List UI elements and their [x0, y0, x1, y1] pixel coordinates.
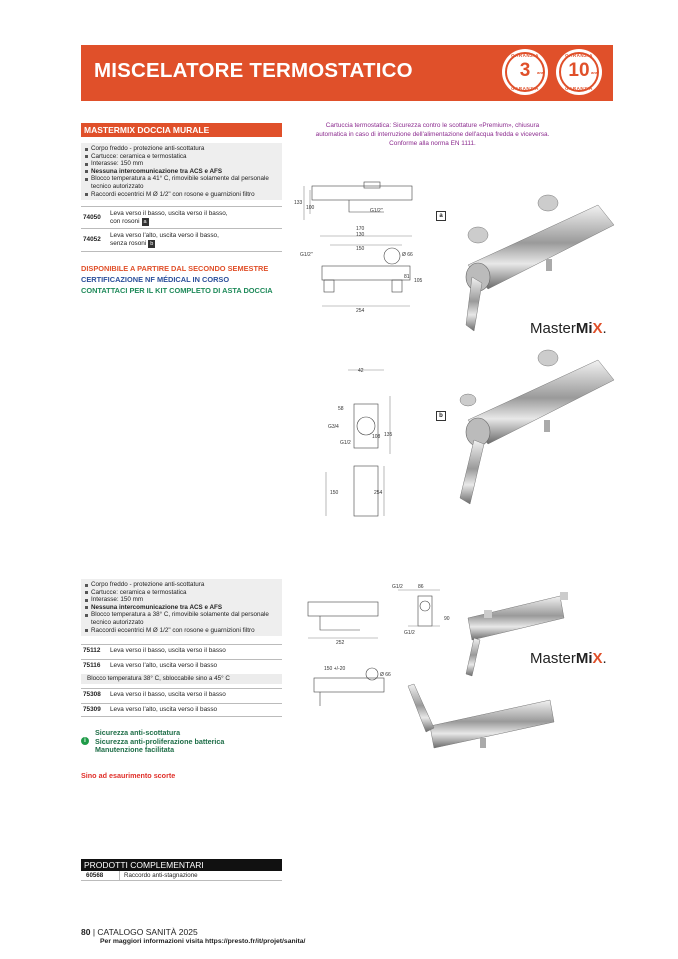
product-code: 60568 [81, 871, 120, 880]
product-row: 74050 Leva verso il basso, uscita verso il basso, con rosoni a [81, 206, 282, 229]
dim-label: Ø 66 [380, 672, 391, 678]
product-row: 75112 Leva verso il basso, uscita verso il basso [81, 644, 282, 657]
product-code: 75112 [83, 647, 101, 655]
thermostatic-note: Cartuccia termostatica: Sicurezza contro le scottature «Premium», chiusura automatica in caso di interruzione dell'alimentazione dell'acqua fredda e viceversa. Conforme alla norma EN 1111. [315, 122, 550, 147]
image-tag-a: a [436, 211, 446, 221]
product-row: 75308 Leva verso il basso, uscita verso il basso [81, 688, 282, 701]
dim-label: G3/4 [328, 424, 339, 430]
footer-link[interactable]: Per maggiori informazioni visita https://presto.fr/it/projet/sanita/ [100, 938, 306, 945]
product1-features [81, 143, 282, 200]
dim-label: 58 [338, 406, 344, 412]
footer-catalog: 80 | CATALOGO SANITÀ 2025 [81, 927, 198, 937]
product-code: 74050 [83, 214, 101, 222]
stock-note: Sino ad esaurimento scorte [81, 771, 176, 780]
dim-label: 150 [356, 246, 365, 252]
dim-label: 252 [336, 640, 345, 646]
feature-item: Interasse: 150 mm [85, 596, 278, 604]
dim-label: 86 [418, 584, 424, 590]
contact-note: CONTATTACI PER IL KIT COMPLETO DI ASTA DOCCIA [81, 286, 273, 295]
product-row: 75309 Leva verso l'alto, uscita verso il basso [81, 703, 282, 717]
dim-label: 254 [356, 308, 365, 314]
dim-label: 90 [444, 616, 450, 622]
product-image-75116 [400, 680, 560, 760]
dim-label: G1/2 [340, 440, 351, 446]
feature-item: Cartucce: ceramica e termostatica [85, 153, 278, 161]
dim-label: 81 [404, 274, 410, 280]
feature-item: Corpo freddo - protezione anti-scottatura [85, 581, 278, 589]
feature-item: Interasse: 150 mm [85, 160, 278, 168]
feature-item-cont: tecnico autorizzato [91, 618, 144, 626]
dim-label: Ø 66 [402, 252, 413, 258]
product-image-b [448, 340, 618, 510]
block-temperature-note: Blocco temperatura 38° C, sbloccabile sino a 45° C [81, 674, 282, 684]
dim-label: 150 +/-20 [324, 666, 346, 672]
feature-item: Raccordi eccentrici M Ø 1/2" con rosone e guarnizioni filtro [85, 191, 278, 199]
feature-item: Blocco temperatura a 41° C, rimovibile solamente dal personale [85, 175, 278, 183]
feature-item: Cartucce: ceramica e termostatica [85, 589, 278, 597]
certification-note: CERTIFICAZIONE NF MÉDICAL IN CORSO [81, 275, 230, 284]
dim-label: 170 [356, 226, 365, 232]
dim-label: 150 [330, 490, 339, 496]
dim-label: G1/2" [370, 208, 383, 214]
product-code: 74052 [83, 236, 101, 244]
dim-label: 130 [356, 232, 365, 238]
dim-label: 108 [372, 434, 381, 440]
feature-item: Nessuna intercomunicazione tra ACS e AFS [85, 604, 278, 612]
product-image-a [448, 185, 618, 335]
product-code: 75308 [83, 691, 101, 699]
mastermix-logo: MasterMiX. [530, 650, 607, 667]
image-tag-b: b [436, 411, 446, 421]
availability-note: DISPONIBILE A PARTIRE DAL SECONDO SEMESTRE [81, 264, 269, 273]
product-row: 74052 Leva verso l'alto, uscita verso il basso, senza rosoni b [81, 228, 282, 252]
dim-label: 100 [306, 205, 315, 211]
dim-label: G1/2 [392, 584, 403, 590]
technical-drawing-1 [294, 178, 434, 318]
product-code: 75116 [83, 662, 101, 670]
dim-label: 254 [374, 490, 383, 496]
tag-b: b [150, 240, 154, 247]
info-icon: i [81, 737, 89, 745]
tag-a: a [143, 218, 147, 225]
product2-features [81, 579, 282, 636]
warranty-badge-3: GARANZIA 3 ans GARANZIA [502, 49, 548, 95]
product-code: 75309 [83, 706, 101, 714]
complementary-row: 60568 Raccordo anti-stagnazione [81, 871, 282, 881]
warranty-badge-10: GARANZIA 10 ans GARANZIA [556, 49, 602, 95]
feature-item: Blocco temperatura a 38° C, rimovibile solamente dal personale [85, 611, 278, 619]
dim-label: 133 [294, 200, 303, 206]
dim-label: 105 [414, 278, 423, 284]
page-header [81, 45, 613, 101]
complementary-products-bar: PRODOTTI COMPLEMENTARI [81, 859, 282, 871]
page-title: MISCELATORE TERMOSTATICO [94, 59, 413, 82]
dim-label: 135 [384, 432, 393, 438]
product-row: 75116 Leva verso l'alto, uscita verso il basso [81, 659, 282, 672]
feature-item: Raccordi eccentrici M Ø 1/2" con rosone e guarnizioni filtro [85, 627, 278, 635]
dim-label: 42 [358, 368, 364, 374]
info-block: i Sicurezza anti-scottatura Sicurezza anti-proliferazione batterica Manutenzione facilitata [81, 729, 89, 747]
dim-label: G1/2 [404, 630, 415, 636]
feature-item: Nessuna intercomunicazione tra ACS e AFS [85, 168, 278, 176]
product-title-bar: MASTERMIX DOCCIA MURALE [81, 123, 282, 137]
feature-item-cont: tecnico autorizzato [91, 182, 144, 190]
mastermix-logo: MasterMiX. [530, 320, 607, 337]
feature-item: Corpo freddo - protezione anti-scottatura [85, 145, 278, 153]
technical-drawing-2 [318, 366, 398, 526]
dim-label: G1/2" [300, 252, 313, 258]
